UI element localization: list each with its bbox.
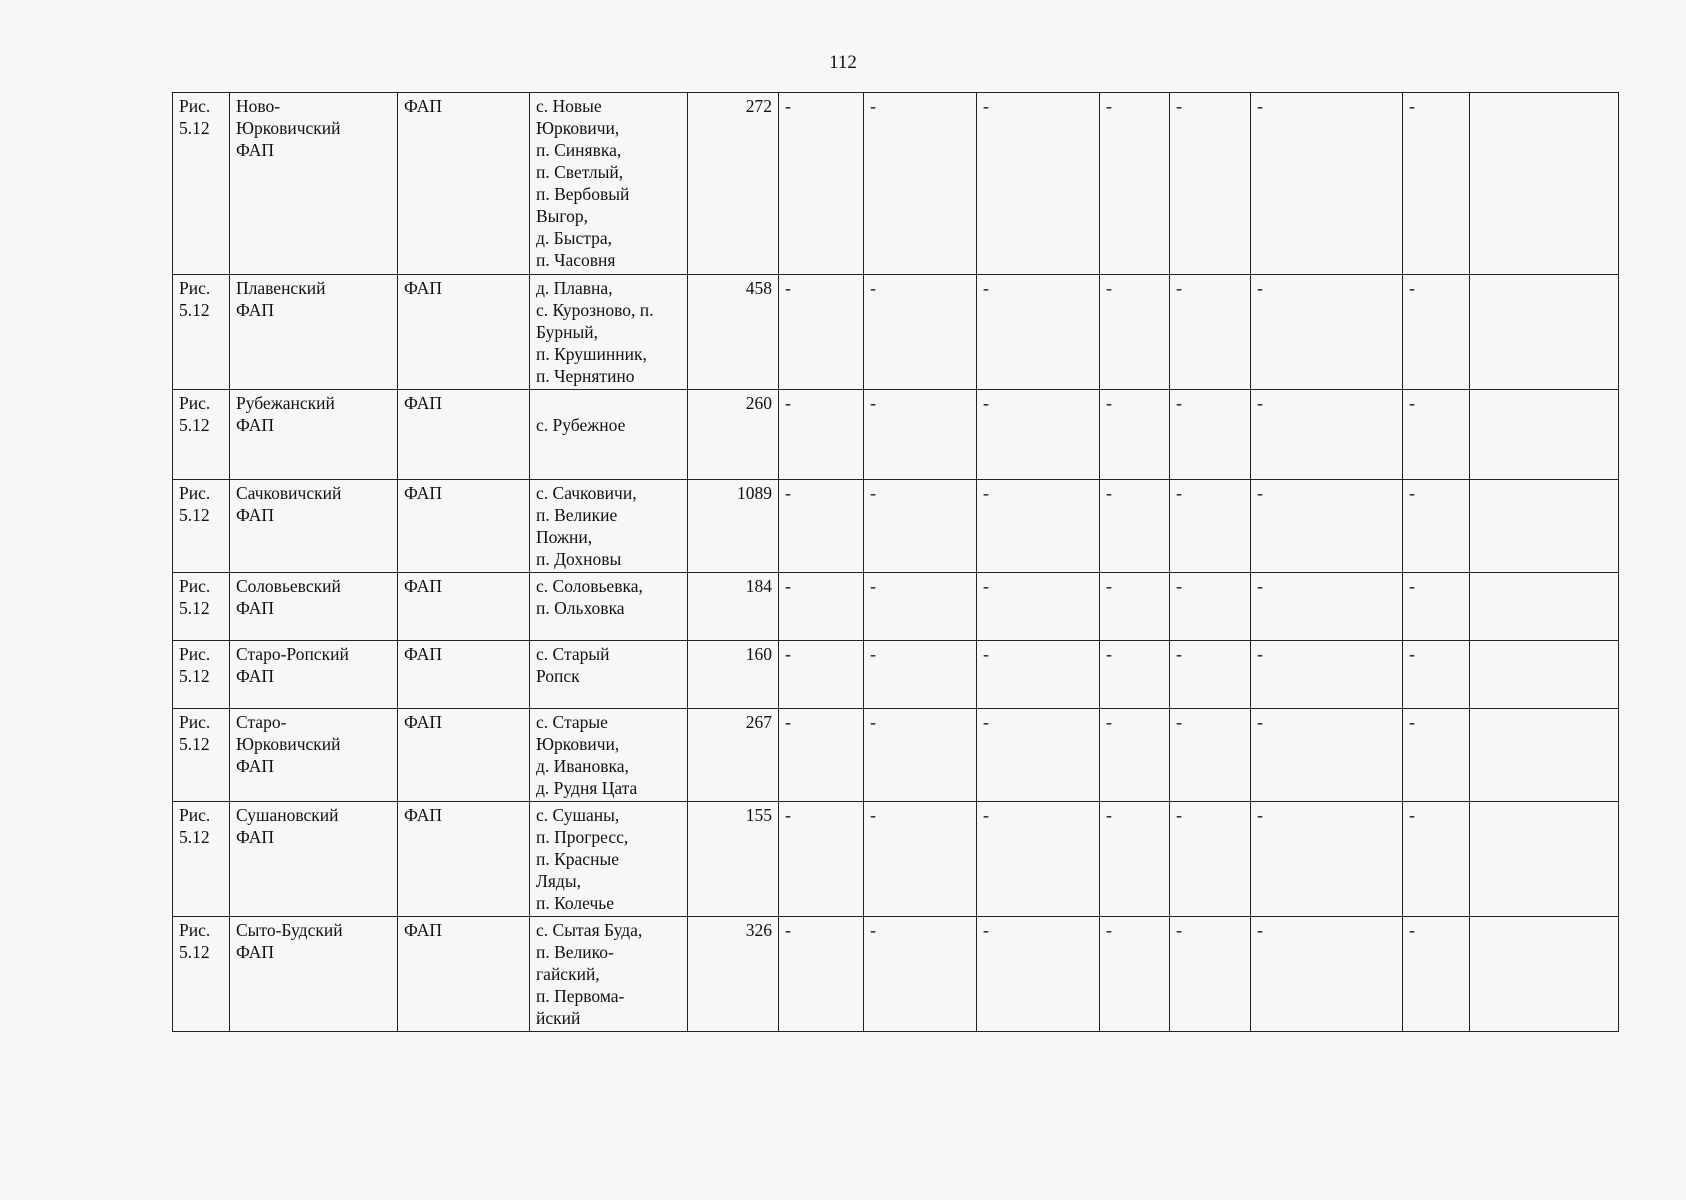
dash-cell: -	[977, 641, 1100, 709]
dash-cell: -	[1100, 573, 1170, 641]
dash-cell: -	[1403, 573, 1470, 641]
table-row	[173, 480, 1619, 573]
dash-cell: -	[1251, 709, 1403, 802]
dash-cell: -	[864, 709, 977, 802]
dash-cell: -	[977, 917, 1100, 1032]
facility-name-cell: Плавенский ФАП	[230, 275, 398, 390]
table-row	[173, 709, 1619, 802]
dash-cell: -	[779, 275, 864, 390]
table-row	[173, 802, 1619, 917]
facility-type-cell: ФАП	[398, 641, 530, 709]
dash-cell: -	[977, 275, 1100, 390]
dash-cell: -	[1170, 480, 1251, 573]
dash-cell: -	[864, 802, 977, 917]
dash-cell	[1470, 573, 1619, 641]
dash-cell	[1470, 917, 1619, 1032]
dash-cell: -	[864, 480, 977, 573]
population-cell: 326	[688, 917, 779, 1032]
figure-ref-cell: Рис. 5.12	[173, 275, 230, 390]
dash-cell: -	[1170, 93, 1251, 275]
facility-type-cell: ФАП	[398, 917, 530, 1032]
dash-cell: -	[1170, 709, 1251, 802]
dash-cell: -	[1251, 641, 1403, 709]
dash-cell: -	[977, 802, 1100, 917]
dash-cell: -	[1100, 390, 1170, 480]
table-row	[173, 275, 1619, 390]
dash-cell	[1470, 93, 1619, 275]
dash-cell: -	[779, 917, 864, 1032]
dash-cell: -	[864, 917, 977, 1032]
facilities-table	[172, 92, 1619, 1032]
dash-cell: -	[1170, 802, 1251, 917]
dash-cell: -	[1100, 480, 1170, 573]
settlements-cell: с. Сачковичи, п. Великие Пожни, п. Дохновы	[530, 480, 688, 573]
settlements-cell: с. Сушаны, п. Прогресс, п. Красные Ляды, п. Колечье	[530, 802, 688, 917]
dash-cell: -	[1403, 709, 1470, 802]
dash-cell: -	[779, 93, 864, 275]
facility-name-cell: Сыто-Будский ФАП	[230, 917, 398, 1032]
population-cell: 458	[688, 275, 779, 390]
dash-cell: -	[1403, 93, 1470, 275]
dash-cell	[1470, 275, 1619, 390]
dash-cell: -	[1403, 802, 1470, 917]
facility-type-cell: ФАП	[398, 573, 530, 641]
facility-type-cell: ФАП	[398, 709, 530, 802]
figure-ref-cell: Рис. 5.12	[173, 709, 230, 802]
dash-cell: -	[977, 390, 1100, 480]
dash-cell: -	[864, 390, 977, 480]
figure-ref-cell: Рис. 5.12	[173, 573, 230, 641]
facility-name-cell: Сачковичский ФАП	[230, 480, 398, 573]
dash-cell: -	[864, 275, 977, 390]
facility-name-cell: Рубежанский ФАП	[230, 390, 398, 480]
settlements-cell: с. Новые Юрковичи, п. Синявка, п. Светлый, п. Вербовый Выгор, д. Быстра, п. Часовня	[530, 93, 688, 275]
dash-cell: -	[779, 802, 864, 917]
dash-cell: -	[1100, 802, 1170, 917]
dash-cell: -	[1251, 480, 1403, 573]
dash-cell: -	[1251, 390, 1403, 480]
dash-cell	[1470, 480, 1619, 573]
dash-cell: -	[864, 641, 977, 709]
settlements-cell: с. Старый Ропск	[530, 641, 688, 709]
figure-ref-cell: Рис. 5.12	[173, 390, 230, 480]
dash-cell: -	[1100, 641, 1170, 709]
figure-ref-cell: Рис. 5.12	[173, 917, 230, 1032]
dash-cell: -	[779, 709, 864, 802]
dash-cell: -	[864, 573, 977, 641]
facility-type-cell: ФАП	[398, 93, 530, 275]
dash-cell: -	[1251, 275, 1403, 390]
dash-cell: -	[1170, 275, 1251, 390]
population-cell: 155	[688, 802, 779, 917]
dash-cell: -	[1100, 275, 1170, 390]
facility-type-cell: ФАП	[398, 390, 530, 480]
facility-name-cell: Ново- Юрковичский ФАП	[230, 93, 398, 275]
facility-type-cell: ФАП	[398, 802, 530, 917]
facility-name-cell: Старо-Ропский ФАП	[230, 641, 398, 709]
dash-cell: -	[1403, 390, 1470, 480]
population-cell: 267	[688, 709, 779, 802]
page-number: 112	[829, 52, 857, 73]
dash-cell: -	[1170, 917, 1251, 1032]
figure-ref-cell: Рис. 5.12	[173, 480, 230, 573]
dash-cell: -	[1100, 93, 1170, 275]
dash-cell: -	[977, 480, 1100, 573]
dash-cell: -	[1403, 480, 1470, 573]
dash-cell: -	[977, 93, 1100, 275]
population-cell: 272	[688, 93, 779, 275]
population-cell: 160	[688, 641, 779, 709]
table-row	[173, 390, 1619, 480]
dash-cell: -	[1251, 802, 1403, 917]
dash-cell	[1470, 709, 1619, 802]
dash-cell: -	[1251, 917, 1403, 1032]
population-cell: 1089	[688, 480, 779, 573]
dash-cell: -	[1100, 917, 1170, 1032]
dash-cell	[1470, 390, 1619, 480]
dash-cell	[1470, 641, 1619, 709]
dash-cell: -	[1170, 390, 1251, 480]
dash-cell: -	[779, 641, 864, 709]
settlements-cell: д. Плавна, с. Курозново, п. Бурный, п. Крушинник, п. Чернятино	[530, 275, 688, 390]
dash-cell: -	[977, 573, 1100, 641]
dash-cell: -	[1100, 709, 1170, 802]
dash-cell	[1470, 802, 1619, 917]
dash-cell: -	[1251, 93, 1403, 275]
dash-cell: -	[1170, 641, 1251, 709]
dash-cell: -	[977, 709, 1100, 802]
population-cell: 184	[688, 573, 779, 641]
settlements-cell: с. Сытая Буда, п. Велико- гайский, п. Первома- йский	[530, 917, 688, 1032]
facility-type-cell: ФАП	[398, 480, 530, 573]
table-row	[173, 93, 1619, 275]
settlements-cell: с. Рубежное	[530, 390, 688, 480]
dash-cell: -	[1403, 641, 1470, 709]
settlements-cell: с. Соловьевка, п. Ольховка	[530, 573, 688, 641]
dash-cell: -	[779, 390, 864, 480]
table-row	[173, 917, 1619, 1032]
dash-cell: -	[1403, 275, 1470, 390]
table-row	[173, 641, 1619, 709]
population-cell: 260	[688, 390, 779, 480]
facility-name-cell: Старо- Юрковичский ФАП	[230, 709, 398, 802]
facility-name-cell: Соловьевский ФАП	[230, 573, 398, 641]
dash-cell: -	[1251, 573, 1403, 641]
figure-ref-cell: Рис. 5.12	[173, 641, 230, 709]
facility-type-cell: ФАП	[398, 275, 530, 390]
dash-cell: -	[779, 480, 864, 573]
dash-cell: -	[1170, 573, 1251, 641]
figure-ref-cell: Рис. 5.12	[173, 93, 230, 275]
settlements-cell: с. Старые Юрковичи, д. Ивановка, д. Рудня Цата	[530, 709, 688, 802]
dash-cell: -	[779, 573, 864, 641]
facility-name-cell: Сушановский ФАП	[230, 802, 398, 917]
dash-cell: -	[864, 93, 977, 275]
figure-ref-cell: Рис. 5.12	[173, 802, 230, 917]
dash-cell: -	[1403, 917, 1470, 1032]
table-row	[173, 573, 1619, 641]
